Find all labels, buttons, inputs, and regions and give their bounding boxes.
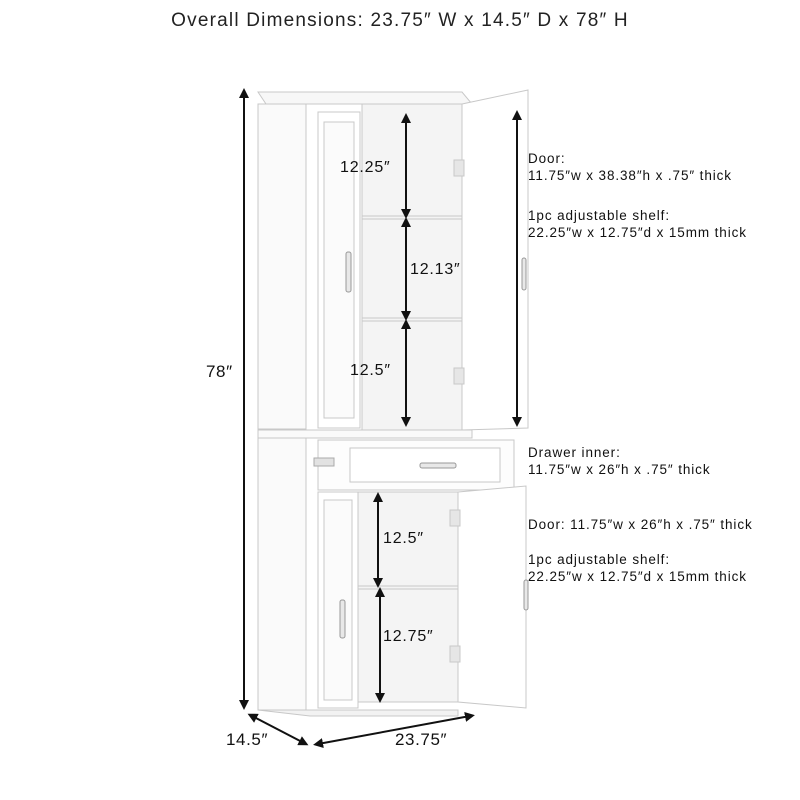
upper-right-door: [462, 90, 528, 430]
upper-shelf-3-label: 12.5″: [350, 362, 391, 379]
upper-door-spec: [528, 150, 732, 184]
lower-side-panel: [258, 438, 306, 710]
drawer-heading: Drawer inner:: [528, 445, 621, 460]
cabinet-crown: [258, 92, 472, 104]
lower-door-spec: [528, 516, 753, 533]
lower-interior: [358, 492, 458, 702]
width-arrow: [318, 716, 470, 744]
upper-side-panel: [258, 104, 306, 429]
lower-shelf-heading: 1pc adjustable shelf:: [528, 552, 670, 567]
upper-shelf-heading: 1pc adjustable shelf:: [528, 208, 670, 223]
drawer-spec: [528, 444, 710, 478]
overall-dimensions-title: Overall Dimensions: 23.75″ W x 14.5″ D x 78″ H: [171, 10, 629, 31]
lower-shelf-2-label: 12.75″: [383, 628, 434, 645]
lower-door-dimensions: Door: 11.75″w x 26″h x .75″ thick: [528, 517, 753, 532]
upper-shelf-spec: [528, 207, 747, 241]
lower-shelf-dimensions: 22.25″w x 12.75″d x 15mm thick: [528, 569, 747, 584]
upper-door-heading: Door:: [528, 151, 566, 166]
upper-shelf-1-label: 12.25″: [340, 159, 391, 176]
overall-height-label: 78″: [206, 362, 233, 381]
upper-door-dimensions: 11.75″w x 38.38″h x .75″ thick: [528, 168, 732, 183]
lower-shelf-spec: [528, 551, 747, 585]
lower-shelf-1-label: 12.5″: [383, 530, 424, 547]
upper-shelf-dimensions: 22.25″w x 12.75″d x 15mm thick: [528, 225, 747, 240]
cabinet-illustration: [258, 90, 528, 716]
overall-depth-label: 14.5″: [226, 730, 269, 749]
lower-right-door: [458, 486, 526, 708]
drawer-dimensions: 11.75″w x 26″h x .75″ thick: [528, 462, 711, 477]
upper-shelf-2-label: 12.13″: [410, 261, 461, 278]
overall-width-label: 23.75″: [395, 730, 448, 749]
